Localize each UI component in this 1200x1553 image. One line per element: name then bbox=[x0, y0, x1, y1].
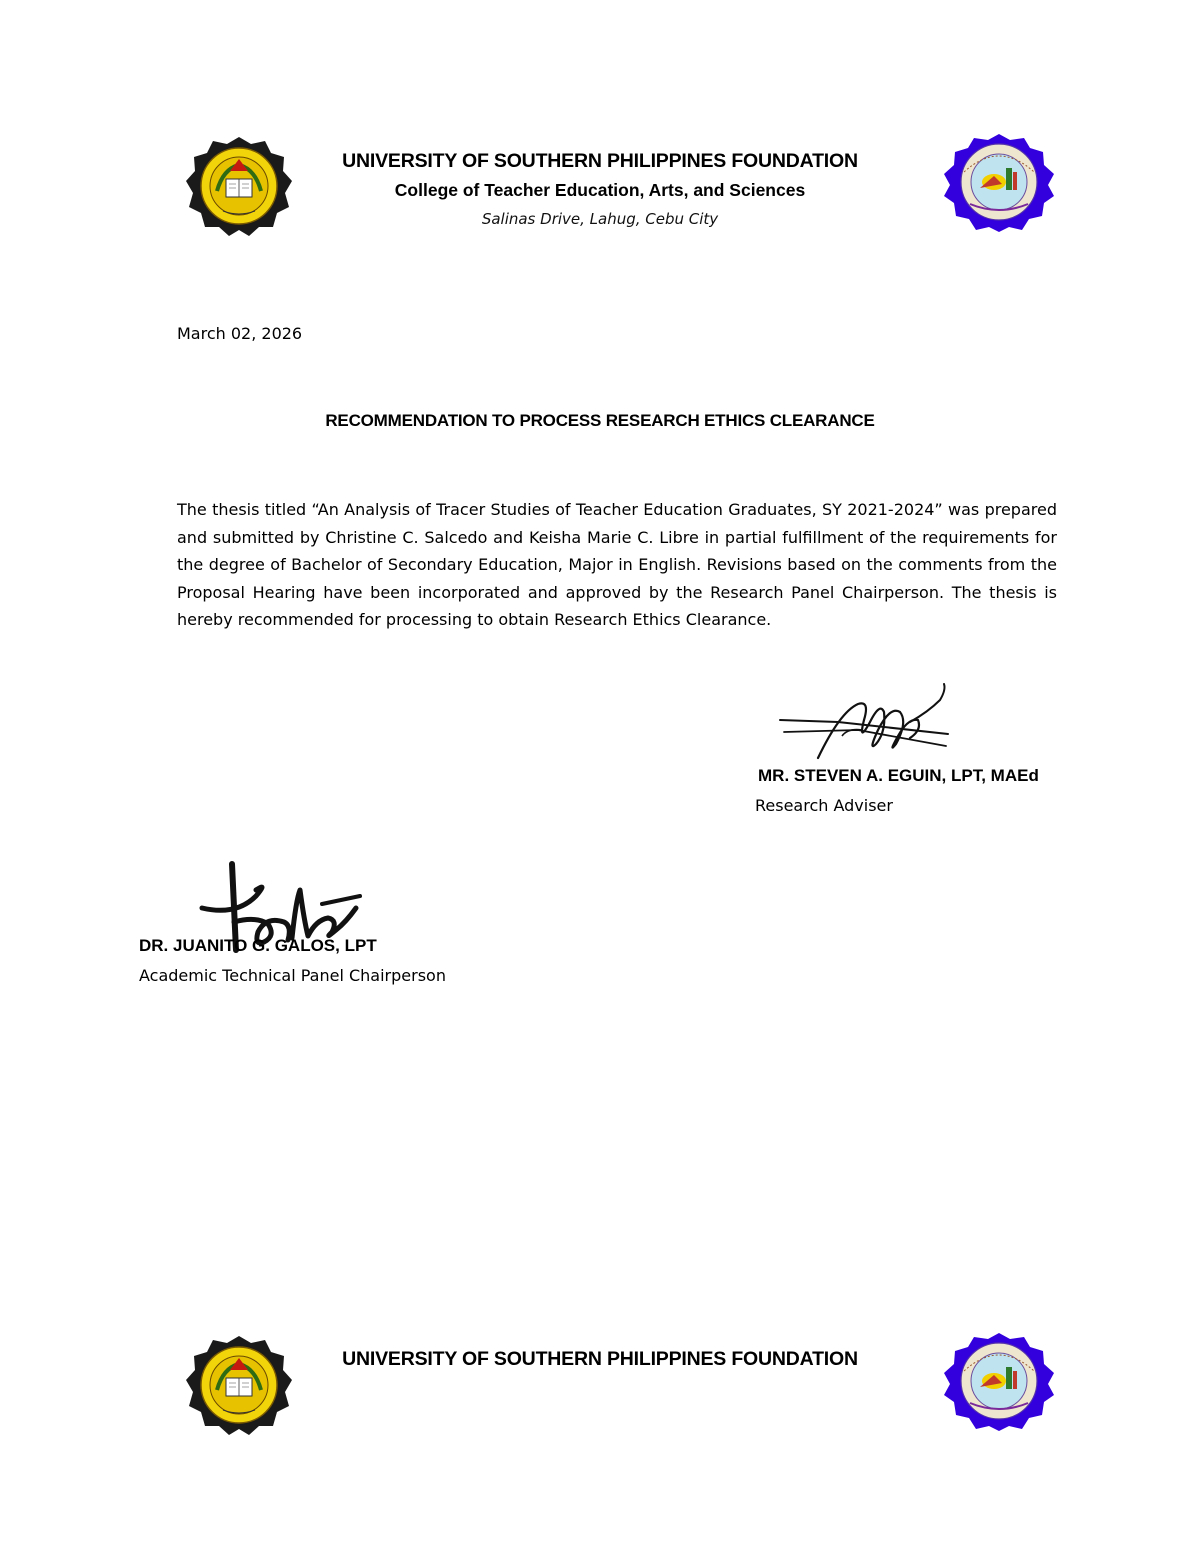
ctea-seal-logo-bottom bbox=[940, 1331, 1058, 1431]
letter-date: March 02, 2026 bbox=[177, 324, 303, 343]
chairperson-role: Academic Technical Panel Chairperson bbox=[139, 966, 446, 985]
college-name: College of Teacher Education, Arts, and Sciences bbox=[394, 180, 806, 200]
adviser-name: MR. STEVEN A. EGUIN, LPT, MAEd bbox=[758, 766, 1039, 785]
ctea-seal-logo-top bbox=[940, 132, 1058, 232]
adviser-role: Research Adviser bbox=[755, 796, 893, 815]
chairperson-name: DR. JUANITO G. GALOS, LPT bbox=[139, 936, 377, 955]
document-title: RECOMMENDATION TO PROCESS RESEARCH ETHICS CLEARANCE bbox=[325, 411, 875, 430]
footer-university-name: UNIVERSITY OF SOUTHERN PHILIPPINES FOUNDATION bbox=[342, 1348, 858, 1370]
recommendation-paragraph: The thesis titled “An Analysis of Tracer Studies of Teacher Education Graduates, SY 2021-2024” was prepared and submitted by Christine C. Salcedo and Keisha Marie C. Libre in partial fulfillment of the requirements for the degree of Bachelor of Secondary Education, Major in English. Revisions based on the comments from the Proposal Hearing have been incorporated and approved by the Research Panel Chairperson. The thesis is hereby recommended for processing to obtain Research Ethics Clearance. bbox=[177, 500, 1057, 629]
usp-seal-logo-top bbox=[183, 135, 295, 238]
adviser-signature bbox=[778, 682, 958, 766]
usp-seal-logo-bottom bbox=[183, 1334, 295, 1437]
university-name: UNIVERSITY OF SOUTHERN PHILIPPINES FOUNDATION bbox=[342, 150, 858, 172]
college-address: Salinas Drive, Lahug, Cebu City bbox=[481, 210, 719, 228]
